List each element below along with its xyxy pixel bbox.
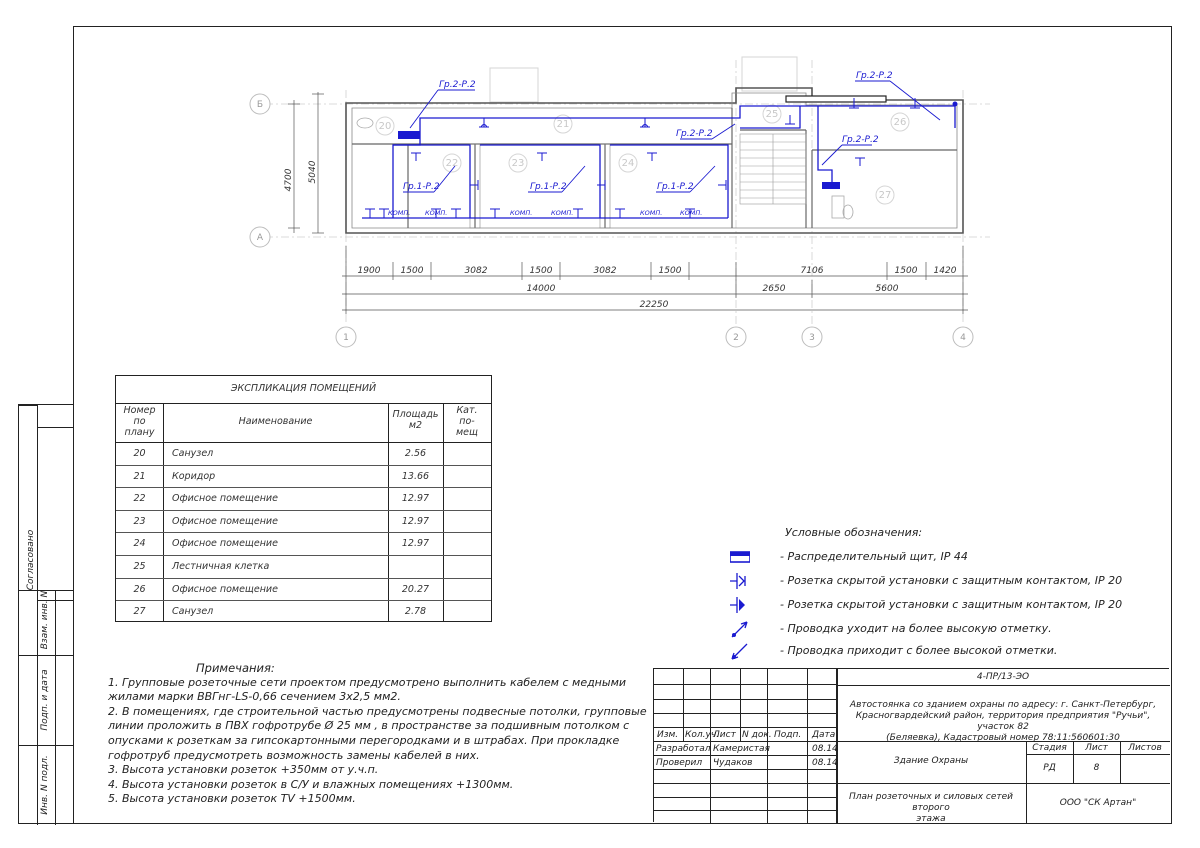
table-row	[116, 465, 491, 488]
legend-item-board: - Распределительный щит, IP 44	[730, 547, 1170, 567]
room-area-cell: 20.27	[401, 583, 430, 595]
room-number-cell: 22	[133, 493, 146, 505]
room-area-cell: 12.97	[401, 515, 430, 527]
room-number-24: 24	[621, 158, 635, 169]
distribution-board-icon	[398, 131, 420, 139]
hdim-9: 1420	[933, 266, 957, 276]
room-number-cell: 24	[133, 538, 146, 550]
axis-number-2: 2	[733, 333, 739, 343]
socket-outline-icon	[730, 571, 750, 591]
title-block	[653, 668, 1169, 822]
komp-label-4: КОМП.	[551, 209, 574, 217]
drawing-title: План розеточных и силовых сетей второго этажа	[848, 792, 1014, 824]
socket-filled-icon	[730, 595, 750, 615]
hdim-5: 3082	[593, 266, 617, 276]
header-name: Наименование	[238, 416, 313, 427]
vdim-4700: 4700	[284, 168, 294, 192]
date-checker: 08.14	[812, 758, 838, 768]
wiring-up-arrow-icon	[730, 619, 750, 639]
room-number-cell: 27	[133, 606, 146, 618]
stage-value: РД	[1043, 763, 1056, 773]
hdim-4: 1500	[529, 266, 553, 276]
group-label-gr2-top-right: Гр.2-Р.2	[856, 71, 893, 81]
table-row	[116, 555, 491, 578]
table-row	[116, 578, 491, 601]
table-row	[116, 442, 491, 465]
sheets-header: Листов	[1128, 743, 1162, 753]
table-row	[116, 487, 491, 510]
header-category: Кат. по- мещ	[456, 405, 478, 438]
col-list: Лист	[713, 730, 736, 740]
header-area: Площадь м2	[392, 409, 439, 431]
group-label-gr2-top-left: Гр.2-Р.2	[439, 80, 476, 90]
note-line: 2. В помещениях, где строительной частью предусмотрены подвесные потолки, групповые	[108, 704, 647, 718]
room-area-cell: 2.56	[404, 448, 427, 459]
room-number-cell: 23	[133, 515, 146, 527]
hdim-2: 1500	[400, 266, 424, 276]
axis-letter-b: Б	[256, 100, 264, 110]
distribution-board-2-icon	[786, 96, 886, 102]
floor-plan	[0, 0, 1200, 360]
distribution-board-icon	[730, 547, 750, 567]
note-line: опусками к розеткам за гипсокартонными перегородками и в штрабах. При прокладке	[108, 733, 620, 747]
date-developer: 08.14	[812, 744, 838, 754]
col-date: Дата	[812, 730, 836, 740]
col-izm: Изм.	[657, 730, 679, 740]
hdim-1: 1900	[357, 266, 381, 276]
komp-label-6: КОМП.	[680, 209, 703, 217]
komp-label-3: КОМП.	[510, 209, 533, 217]
signature-date-label: Подп. и дата	[40, 669, 50, 731]
komp-label-5: КОМП.	[640, 209, 663, 217]
room-name-cell: Санузел	[172, 448, 214, 459]
legend-item-socket-outline: - Розетка скрытой установки с защитным контактом, IP 20	[730, 571, 1170, 591]
hdim-total: 22250	[639, 300, 669, 310]
note-line: линии проложить в ПВХ гофротрубе Ø 25 мм , в пространстве за подшивным потолком с	[108, 719, 630, 733]
hdim-5600: 5600	[875, 284, 899, 294]
role-checker: Проверил	[656, 758, 703, 768]
distribution-board-3-icon	[822, 182, 840, 189]
note-line: 3. Высота установки розеток +350мм от у.ч.п.	[108, 763, 379, 777]
group-label-gr2-mid: Гр.2-Р.2	[676, 129, 713, 139]
komp-label-1: КОМП.	[388, 209, 411, 217]
side-stamp	[18, 404, 73, 824]
room-name-cell: Санузел	[172, 606, 214, 618]
notes-title: Примечания:	[196, 661, 275, 675]
room-number-22: 22	[445, 158, 459, 169]
room-number-25: 25	[765, 109, 779, 120]
axis-number-4: 4	[960, 333, 966, 343]
hdim-14000: 14000	[526, 284, 556, 294]
header-number: Номер по плану	[123, 405, 156, 438]
group-label-gr1-b: Гр.1-Р.2	[530, 182, 567, 192]
room-area-cell: 2.78	[404, 606, 427, 618]
room-name-cell: Лестничная клетка	[172, 561, 270, 572]
hdim-2650: 2650	[762, 284, 786, 294]
note-line: гофротруб предусмотреть возможность замены кабелей в них.	[108, 748, 480, 762]
room-number-cell: 26	[133, 583, 146, 595]
col-sign: Подп.	[774, 730, 802, 740]
group-label-gr2-right: Гр.2-Р.2	[842, 135, 879, 145]
room-number-21: 21	[556, 119, 570, 130]
room-name-cell: Офисное помещение	[172, 538, 278, 550]
stage-header: Стадия	[1032, 743, 1067, 753]
role-developer: Разработал	[656, 744, 711, 754]
room-name-cell: Офисное помещение	[172, 515, 278, 527]
col-doc: N док.	[742, 730, 772, 740]
axis-number-3: 3	[809, 333, 815, 343]
note-line: 5. Высота установки розеток TV +1500мм.	[108, 792, 356, 806]
room-name-cell: Офисное помещение	[172, 493, 278, 505]
room-number-cell: 20	[133, 448, 146, 459]
note-line: жилами марки ВВГнг-LS-0,66 сечением 3х2,5 мм2.	[108, 690, 401, 704]
hdim-3: 3082	[464, 266, 488, 276]
explication-title: ЭКСПЛИКАЦИЯ ПОМЕЩЕНИЙ	[230, 383, 377, 394]
table-row	[116, 510, 491, 533]
room-number-27: 27	[878, 190, 892, 201]
project-address: Автостоянка со зданием охраны по адресу: г. Санкт-Петербург, Красногвардейский район, территория предприятия "Ручьи", участок 82 (Беляевка), Кадастровый номер 78:11:560601:30	[849, 700, 1157, 743]
legend-item-wiring-down: - Проводка приходит с более высокой отметки.	[730, 641, 1170, 661]
room-name-cell: Офисное помещение	[172, 583, 278, 595]
legend-item-socket-filled: - Розетка скрытой установки с защитным контактом, IP 20	[730, 595, 1170, 615]
room-name-cell: Коридор	[172, 470, 216, 482]
hdim-7: 7106	[800, 266, 824, 276]
original-inv-label: Инв. N подл.	[40, 755, 50, 815]
room-area-cell: 13.66	[401, 470, 430, 482]
sheet-header: Лист	[1085, 743, 1108, 753]
name-developer: Камеристая	[713, 744, 770, 754]
wiring-down-arrow-icon	[730, 641, 750, 661]
group-label-gr1-a: Гр.1-Р.2	[403, 182, 440, 192]
company-name: ООО "СК Артан"	[1059, 798, 1137, 808]
building-name: Здание Охраны	[893, 756, 969, 766]
room-number-cell: 25	[133, 561, 146, 572]
group-label-gr1-c: Гр.1-Р.2	[657, 182, 694, 192]
room-number-20: 20	[378, 121, 392, 132]
vdim-5040: 5040	[308, 160, 318, 184]
legend-item-wiring-up: - Проводка уходит на более высокую отметку.	[730, 619, 1170, 639]
komp-label-2: КОМП.	[425, 209, 448, 217]
replacement-inv-label: Взам. инв. N	[40, 590, 50, 650]
doc-code: 4-ПР/13-ЭО	[976, 672, 1030, 682]
col-kol: Кол.уч.	[685, 730, 720, 740]
agreed-label: Согласовано	[26, 529, 36, 591]
room-area-cell: 12.97	[401, 538, 430, 550]
notes-block	[108, 661, 648, 807]
hdim-8: 1500	[894, 266, 918, 276]
axis-letter-a: А	[256, 233, 264, 243]
room-area-cell: 12.97	[401, 493, 430, 505]
table-row	[116, 532, 491, 555]
room-number-26: 26	[893, 117, 907, 128]
room-number-cell: 21	[133, 470, 146, 482]
table-row	[116, 600, 491, 623]
name-checker: Чудаков	[713, 758, 753, 768]
room-number-23: 23	[511, 158, 525, 169]
riser-dot-icon	[953, 102, 958, 107]
explication-table	[115, 375, 492, 622]
note-line: 4. Высота установки розеток в С/У и влажных помещениях +1300мм.	[108, 777, 514, 791]
hdim-6: 1500	[658, 266, 682, 276]
sheet-value: 8	[1093, 763, 1100, 773]
axis-number-1: 1	[343, 333, 349, 343]
legend-title: Условные обозначения:	[785, 526, 923, 539]
note-line: 1. Групповые розеточные сети проектом предусмотрено выполнить кабелем с медными	[108, 675, 627, 689]
